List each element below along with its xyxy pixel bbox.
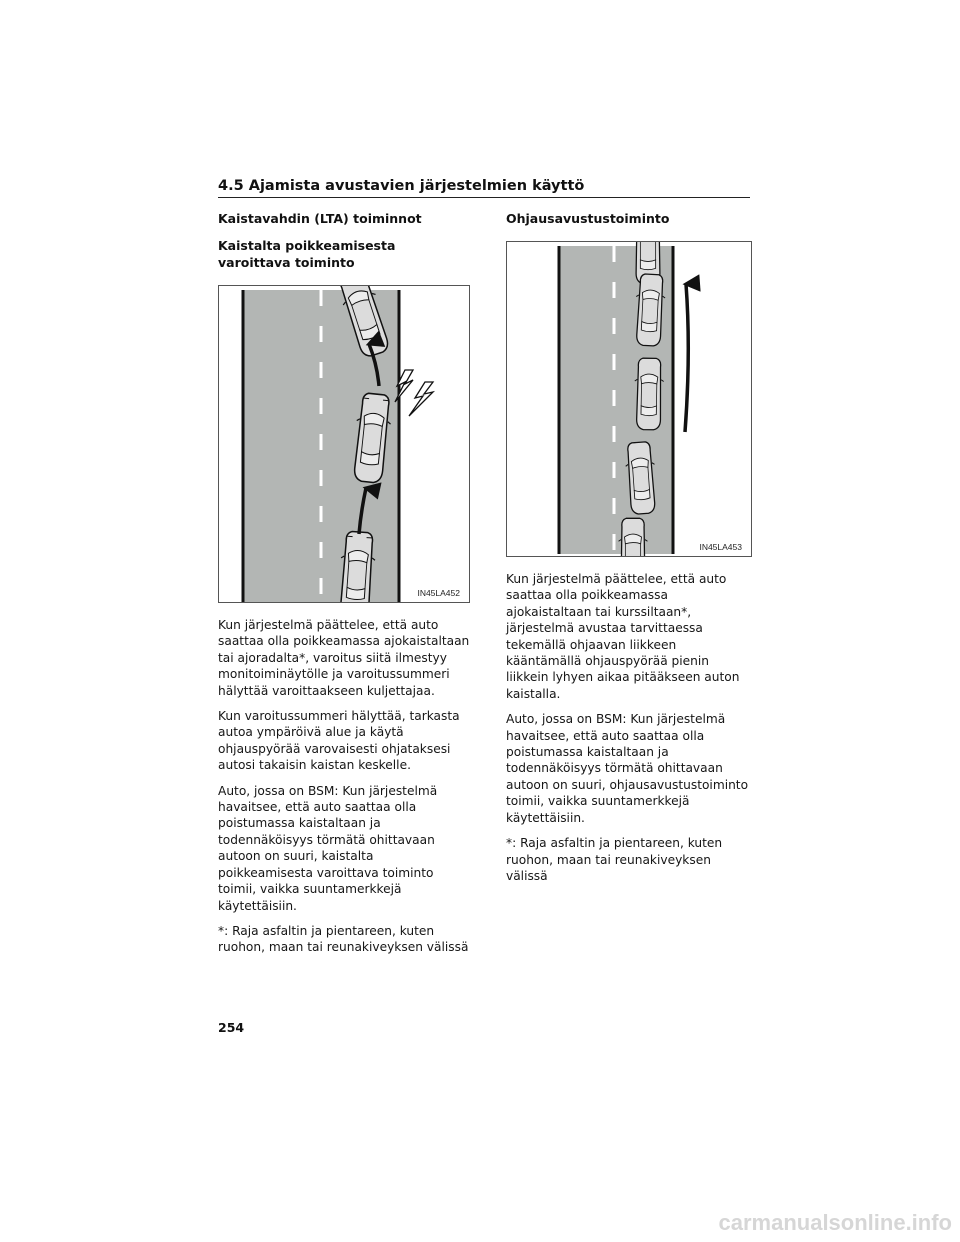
page-number: 254 [218,1020,245,1035]
right-footnote: *: Raja asfaltin ja pientareen, kuten ruohon, maan tai reunakiveyksen välissä [506,836,723,883]
left-footnote: *: Raja asfaltin ja pientareen, kuten ruohon, maan tai reunakiveyksen välissä [218,923,469,955]
lane-departure-subtitle: Kaistalta poikkeamisesta varoittava toiminto [218,238,396,270]
figure-code: IN45LA453 [699,542,742,552]
right-paragraph-1: Kun järjestelmä päättelee, että auto saattaa olla poikkeamassa ajokaistaltaan tai kurssiltaan*, järjestelmä avustaa tarvittaessa tekemällä ohjaavan liikkeen kääntämällä ohjauspyörää pienin liikkein lyhyen aikaa pitääkseen auton kaistalla. [506,572,740,701]
steering-assist-illustration [507,242,751,556]
right-column [506,210,752,893]
lane-departure-illustration [219,286,469,602]
left-paragraph-1: Kun järjestelmä päättelee, että auto saattaa olla poikkeamassa ajokaistaltaan tai ajoradalta*, varoitus siitä ilmestyy monitoiminäytölle ja varoitussummeri hälyttää varoittaakseen kuljettajaa. [218,618,470,698]
steering-assist-title: Ohjausavustustoiminto [506,211,670,226]
lane-departure-figure [218,285,470,603]
lta-title: Kaistavahdin (LTA) toiminnot [218,211,422,226]
left-column [218,210,470,965]
left-paragraph-3: Auto, jossa on BSM: Kun järjestelmä havaitsee, että auto saattaa olla poistumassa kaistaltaan ja todennäköisyys törmätä ohittavaan autoon on suuri, kaistalta poikkeamisesta varoittava toiminto toimii, vaikka suuntamerkkejä käytettäisiin. [218,783,438,913]
watermark: carmanualsonline.info [718,1210,952,1235]
right-paragraph-2: Auto, jossa on BSM: Kun järjestelmä havaitsee, että auto saattaa olla poistumassa kaistaltaan ja todennäköisyys törmätä ohittavaan autoon on suuri, ohjausavustustoiminto toimii, vaikka suuntamerkkejä käytettäisiin. [506,712,749,825]
figure-code: IN45LA452 [417,588,460,598]
section-header: 4.5 Ajamista avustavien järjestelmien käyttö [218,178,750,198]
warning-lightning-icon [409,382,433,416]
steering-assist-figure [506,241,752,557]
left-paragraph-2: Kun varoitussummeri hälyttää, tarkasta autoa ympäröivä alue ja käytä ohjauspyörää varovaisesti ohjataksesi autosi takaisin kaistan keskelle. [218,709,460,773]
